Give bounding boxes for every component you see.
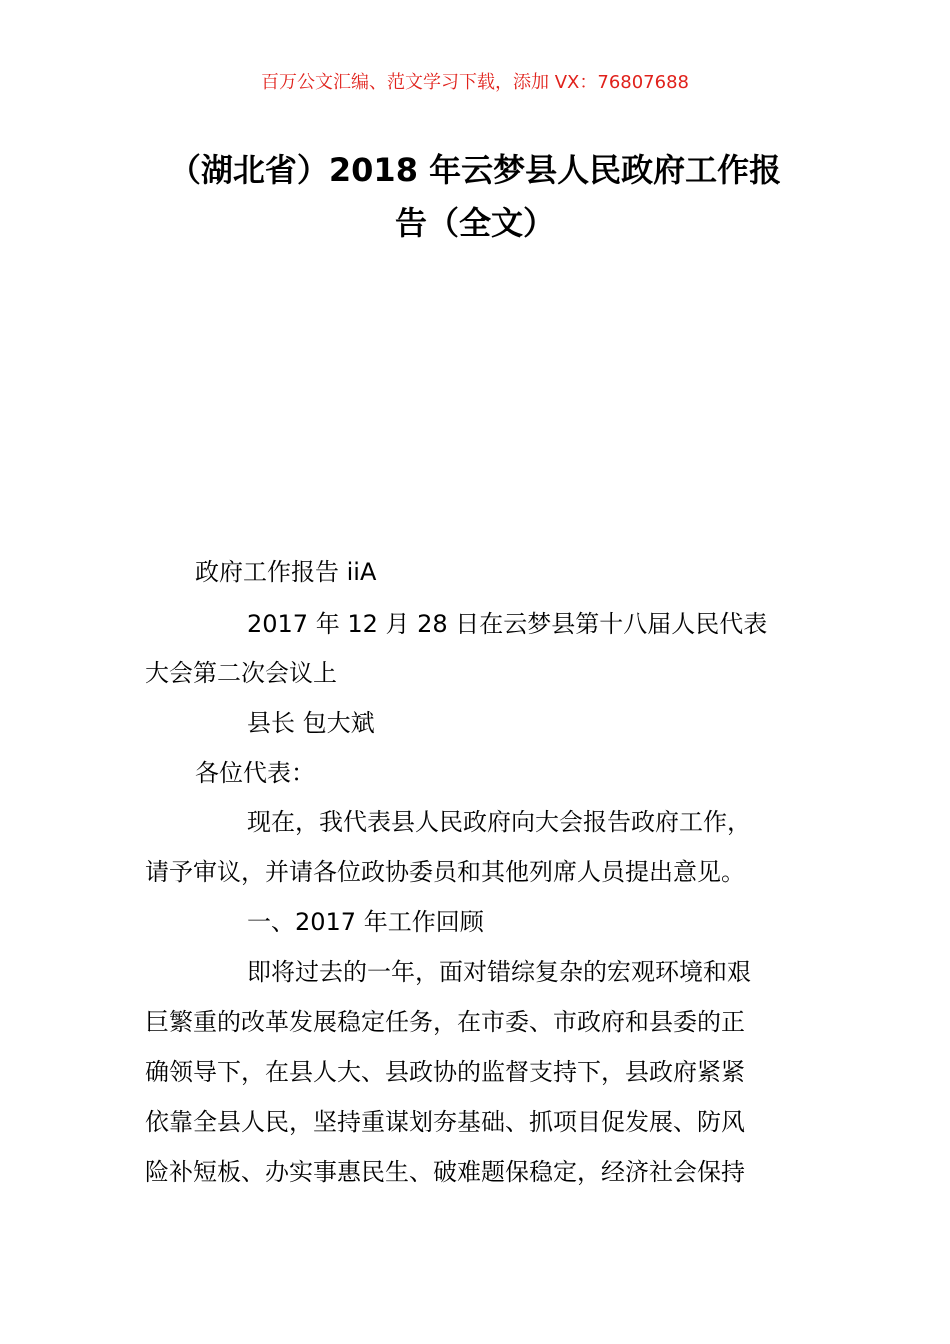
section-heading: 一、2017 年工作回顾 (247, 908, 484, 936)
paragraph-line-4: 依靠全县人民，坚持重谋划夯基础、抓项目促发展、防风 (145, 1108, 745, 1136)
intro-line-2: 请予审议，并请各位政协委员和其他列席人员提出意见。 (145, 858, 745, 886)
paragraph-line-5: 险补短板、办实事惠民生、破难题保稳定，经济社会保持 (145, 1158, 745, 1186)
header-note: 百万公文汇编、范文学习下载，添加 VX：76807688 (261, 72, 689, 93)
speaker-line: 县长 包大斌 (247, 709, 375, 737)
intro-line-1: 现在，我代表县人民政府向大会报告政府工作， (247, 808, 751, 836)
paragraph-line-3: 确领导下，在县人大、县政协的监督支持下，县政府紧紧 (145, 1058, 745, 1086)
salutation: 各位代表： (195, 759, 315, 787)
title-line-1: （湖北省）2018 年云梦县人民政府工作报 (168, 151, 782, 189)
paragraph-line-2: 巨繁重的改革发展稳定任务，在市委、市政府和县委的正 (145, 1008, 745, 1036)
title-line-2: 告（全文） (394, 204, 555, 242)
document-title (140, 144, 810, 250)
meeting-line-1: 2017 年 12 月 28 日在云梦县第十八届人民代表 (247, 610, 768, 638)
paragraph-line-1: 即将过去的一年，面对错综复杂的宏观环境和艰 (247, 958, 751, 986)
meeting-line-2: 大会第二次会议上 (145, 659, 337, 687)
report-label: 政府工作报告 iiA (195, 558, 377, 586)
